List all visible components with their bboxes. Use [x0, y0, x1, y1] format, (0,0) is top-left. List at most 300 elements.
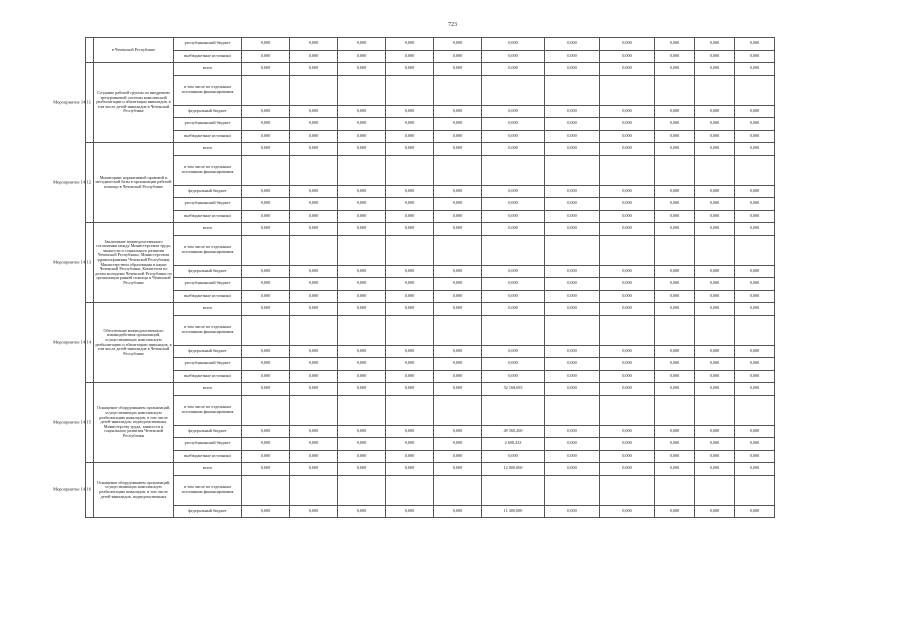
- table-row: [86, 118, 775, 131]
- amount-cell: 0,000: [545, 223, 600, 236]
- amount-cell: 0,000: [600, 505, 655, 518]
- amount-cell: [386, 395, 434, 425]
- measure-description: Обеспечение межведомственного взаимодействия организаций, осуществляющих комплексную реабилитацию и абилитацию инвалидов, в том числе детей-инвалидов в Чеченской Республике: [94, 303, 174, 383]
- funding-source: всего: [174, 463, 242, 476]
- amount-cell: 0,000: [290, 198, 338, 211]
- amount-cell: 0,000: [482, 290, 545, 303]
- amount-cell: [545, 395, 600, 425]
- amount-cell: 0,000: [695, 463, 735, 476]
- amount-cell: 0,000: [545, 383, 600, 396]
- amount-cell: 0,000: [338, 383, 386, 396]
- table-row: [86, 143, 775, 156]
- amount-cell: 0,000: [735, 345, 775, 358]
- amount-cell: 0,000: [600, 450, 655, 463]
- amount-cell: 0,000: [735, 223, 775, 236]
- amount-cell: 0,000: [242, 210, 290, 223]
- amount-cell: [242, 75, 290, 105]
- amount-cell: 0,000: [655, 223, 695, 236]
- amount-cell: 0,000: [735, 450, 775, 463]
- amount-cell: 0,000: [386, 143, 434, 156]
- amount-cell: 0,000: [695, 130, 735, 143]
- funding-source: внебюджетные источники: [174, 50, 242, 63]
- amount-cell: 0,000: [290, 438, 338, 451]
- amount-cell: 0,000: [338, 425, 386, 438]
- measure-description: Создание рабочей группы по внедрению трехуровневой системы комплексной реабилитации и абилитации инвалидов, в том числе детей-инвалидов в Чеченской Республике: [94, 63, 174, 143]
- amount-cell: 0,000: [545, 38, 600, 51]
- amount-cell: 0,000: [290, 105, 338, 118]
- amount-cell: 0,000: [290, 463, 338, 476]
- amount-cell: 0,000: [600, 143, 655, 156]
- amount-cell: 0,000: [600, 50, 655, 63]
- amount-cell: 0,000: [655, 50, 695, 63]
- amount-cell: 0,000: [655, 210, 695, 223]
- amount-cell: [434, 235, 482, 265]
- amount-cell: 0,000: [545, 358, 600, 371]
- amount-cell: 0,000: [735, 438, 775, 451]
- amount-cell: 0,000: [695, 450, 735, 463]
- amount-cell: [338, 235, 386, 265]
- measure-label-text: Мероприятие 14.12: [53, 179, 91, 185]
- table-row: [86, 185, 775, 198]
- amount-cell: 0,000: [695, 383, 735, 396]
- funding-source: всего: [174, 63, 242, 76]
- amount-cell: 0,000: [386, 450, 434, 463]
- amount-cell: 0,000: [600, 425, 655, 438]
- amount-cell: 0,000: [242, 278, 290, 291]
- amount-cell: 0,000: [338, 345, 386, 358]
- funding-source: внебюджетные источники: [174, 290, 242, 303]
- amount-cell: 0,000: [655, 265, 695, 278]
- amount-cell: 0,000: [338, 505, 386, 518]
- amount-cell: 0,000: [735, 265, 775, 278]
- amount-cell: 0,000: [545, 63, 600, 76]
- amount-cell: 0,000: [386, 463, 434, 476]
- amount-cell: 0,000: [290, 130, 338, 143]
- amount-cell: 0,000: [695, 278, 735, 291]
- amount-cell: 0,000: [655, 383, 695, 396]
- measure-label: [53, 223, 94, 303]
- amount-cell: 0,000: [735, 290, 775, 303]
- amount-cell: [434, 155, 482, 185]
- amount-cell: 0,000: [695, 105, 735, 118]
- measure-label: [53, 63, 94, 143]
- amount-cell: 0,000: [434, 130, 482, 143]
- amount-cell: 0,000: [735, 210, 775, 223]
- amount-cell: 0,000: [545, 50, 600, 63]
- amount-cell: 0,000: [242, 438, 290, 451]
- amount-cell: 0,000: [545, 370, 600, 383]
- amount-cell: 0,000: [545, 450, 600, 463]
- amount-cell: 0,000: [434, 450, 482, 463]
- funding-source: федеральный бюджет: [174, 345, 242, 358]
- amount-cell: [482, 235, 545, 265]
- amount-cell: 0,000: [242, 505, 290, 518]
- amount-cell: [482, 315, 545, 345]
- amount-cell: 0,000: [482, 118, 545, 131]
- amount-cell: [545, 75, 600, 105]
- amount-cell: 0,000: [735, 38, 775, 51]
- amount-cell: 0,000: [735, 463, 775, 476]
- amount-cell: 0,000: [386, 265, 434, 278]
- amount-cell: 0,000: [600, 370, 655, 383]
- amount-cell: 0,000: [386, 210, 434, 223]
- amount-cell: 0,000: [434, 185, 482, 198]
- measure-label-text: Мероприятие 14.14: [53, 339, 91, 345]
- amount-cell: 0,000: [338, 290, 386, 303]
- amount-cell: [386, 155, 434, 185]
- amount-cell: 0,000: [695, 198, 735, 211]
- amount-cell: [290, 155, 338, 185]
- amount-cell: [655, 75, 695, 105]
- funding-source: федеральный бюджет: [174, 265, 242, 278]
- amount-cell: 0,000: [545, 130, 600, 143]
- table-row: [86, 450, 775, 463]
- table-row: [86, 438, 775, 451]
- amount-cell: 0,000: [695, 290, 735, 303]
- amount-cell: 0,000: [655, 358, 695, 371]
- amount-cell: 0,000: [338, 185, 386, 198]
- amount-cell: [338, 395, 386, 425]
- amount-cell: 0,000: [386, 438, 434, 451]
- amount-cell: 0,000: [655, 370, 695, 383]
- funding-source: в том числе по отдельным источникам финансирования: [174, 395, 242, 425]
- amount-cell: 0,000: [290, 278, 338, 291]
- amount-cell: 0,000: [545, 345, 600, 358]
- table-row: [86, 235, 775, 265]
- amount-cell: 0,000: [482, 63, 545, 76]
- amount-cell: 0,000: [338, 278, 386, 291]
- amount-cell: 0,000: [338, 50, 386, 63]
- amount-cell: [600, 395, 655, 425]
- amount-cell: [655, 155, 695, 185]
- amount-cell: 0,000: [338, 143, 386, 156]
- amount-cell: [290, 235, 338, 265]
- table-row: [86, 383, 775, 396]
- amount-cell: 0,000: [655, 185, 695, 198]
- amount-cell: [386, 475, 434, 505]
- amount-cell: 0,000: [655, 303, 695, 316]
- measure-label: [53, 383, 94, 463]
- amount-cell: [242, 235, 290, 265]
- amount-cell: 0,000: [735, 50, 775, 63]
- amount-cell: 2 608,433: [482, 438, 545, 451]
- amount-cell: 0,000: [695, 370, 735, 383]
- amount-cell: 0,000: [695, 438, 735, 451]
- amount-cell: 0,000: [482, 38, 545, 51]
- amount-cell: 0,000: [434, 425, 482, 438]
- funding-source: в том числе по отдельным источникам финансирования: [174, 75, 242, 105]
- amount-cell: 0,000: [482, 143, 545, 156]
- funding-source: всего: [174, 303, 242, 316]
- amount-cell: [695, 235, 735, 265]
- amount-cell: 0,000: [600, 463, 655, 476]
- amount-cell: 0,000: [735, 303, 775, 316]
- table-row: [86, 38, 775, 51]
- amount-cell: 0,000: [434, 198, 482, 211]
- funding-source: республиканский бюджет: [174, 38, 242, 51]
- amount-cell: 0,000: [434, 358, 482, 371]
- amount-cell: 0,000: [434, 210, 482, 223]
- measure-description: Мониторинг нормативной правовой и методической базы в организации рабочей помощи в Чеченской Республике: [94, 143, 174, 223]
- measure-label-text: Мероприятие 14.16: [53, 486, 91, 492]
- amount-cell: [600, 155, 655, 185]
- page-number: 723: [448, 22, 457, 28]
- amount-cell: 0,000: [338, 358, 386, 371]
- table-row: [86, 198, 775, 211]
- table-row: [86, 370, 775, 383]
- amount-cell: 0,000: [386, 370, 434, 383]
- funding-source: внебюджетные источники: [174, 450, 242, 463]
- amount-cell: 0,000: [434, 50, 482, 63]
- amount-cell: 0,000: [600, 130, 655, 143]
- amount-cell: 0,000: [600, 105, 655, 118]
- funding-source: всего: [174, 383, 242, 396]
- amount-cell: [545, 235, 600, 265]
- table-row: [86, 425, 775, 438]
- amount-cell: 0,000: [338, 38, 386, 51]
- amount-cell: [242, 155, 290, 185]
- amount-cell: 0,000: [386, 290, 434, 303]
- amount-cell: 0,000: [338, 223, 386, 236]
- amount-cell: 0,000: [600, 210, 655, 223]
- table-row: [86, 223, 775, 236]
- funding-source: республиканский бюджет: [174, 118, 242, 131]
- amount-cell: 0,000: [434, 63, 482, 76]
- financing-table: [53, 37, 775, 518]
- amount-cell: 0,000: [338, 118, 386, 131]
- amount-cell: 0,000: [600, 265, 655, 278]
- funding-source: всего: [174, 223, 242, 236]
- amount-cell: [655, 235, 695, 265]
- amount-cell: 0,000: [545, 118, 600, 131]
- amount-cell: [655, 475, 695, 505]
- amount-cell: 0,000: [386, 105, 434, 118]
- amount-cell: 0,000: [545, 425, 600, 438]
- funding-source: республиканский бюджет: [174, 358, 242, 371]
- amount-cell: 0,000: [482, 303, 545, 316]
- amount-cell: 0,000: [735, 278, 775, 291]
- amount-cell: [338, 155, 386, 185]
- amount-cell: 0,000: [242, 130, 290, 143]
- amount-cell: 0,000: [482, 130, 545, 143]
- amount-cell: [434, 75, 482, 105]
- amount-cell: 0,000: [338, 450, 386, 463]
- funding-source: федеральный бюджет: [174, 105, 242, 118]
- amount-cell: 0,000: [290, 425, 338, 438]
- amount-cell: [735, 75, 775, 105]
- amount-cell: 0,000: [242, 63, 290, 76]
- amount-cell: 0,000: [386, 50, 434, 63]
- amount-cell: 0,000: [434, 438, 482, 451]
- amount-cell: 0,000: [655, 198, 695, 211]
- amount-cell: [434, 315, 482, 345]
- amount-cell: 0,000: [242, 383, 290, 396]
- amount-cell: [386, 75, 434, 105]
- amount-cell: 0,000: [290, 223, 338, 236]
- amount-cell: 0,000: [735, 370, 775, 383]
- table-row: [86, 130, 775, 143]
- amount-cell: 0,000: [482, 450, 545, 463]
- amount-cell: 0,000: [290, 50, 338, 63]
- funding-source: республиканский бюджет: [174, 278, 242, 291]
- amount-cell: 0,000: [655, 290, 695, 303]
- amount-cell: 0,000: [655, 463, 695, 476]
- amount-cell: 0,000: [434, 38, 482, 51]
- amount-cell: 0,000: [600, 63, 655, 76]
- funding-source: в том числе по отдельным источникам финансирования: [174, 475, 242, 505]
- amount-cell: 0,000: [655, 425, 695, 438]
- amount-cell: [482, 155, 545, 185]
- amount-cell: 0,000: [242, 198, 290, 211]
- amount-cell: 0,000: [735, 185, 775, 198]
- table-row: [86, 278, 775, 291]
- amount-cell: 0,000: [290, 63, 338, 76]
- amount-cell: [600, 75, 655, 105]
- amount-cell: 0,000: [735, 105, 775, 118]
- amount-cell: 0,000: [545, 210, 600, 223]
- funding-source: в том числе по отдельным источникам финансирования: [174, 155, 242, 185]
- amount-cell: [290, 315, 338, 345]
- funding-source: республиканский бюджет: [174, 198, 242, 211]
- amount-cell: 0,000: [735, 383, 775, 396]
- amount-cell: 0,000: [386, 130, 434, 143]
- amount-cell: 0,000: [482, 358, 545, 371]
- amount-cell: [482, 395, 545, 425]
- amount-cell: 0,000: [290, 358, 338, 371]
- funding-source: внебюджетные источники: [174, 370, 242, 383]
- amount-cell: [695, 315, 735, 345]
- amount-cell: 0,000: [290, 450, 338, 463]
- funding-source: федеральный бюджет: [174, 425, 242, 438]
- amount-cell: 0,000: [655, 278, 695, 291]
- amount-cell: 0,000: [386, 223, 434, 236]
- amount-cell: 0,000: [290, 505, 338, 518]
- amount-cell: 0,000: [242, 425, 290, 438]
- amount-cell: 0,000: [600, 223, 655, 236]
- amount-cell: 0,000: [695, 303, 735, 316]
- amount-cell: 0,000: [735, 143, 775, 156]
- measure-label: [53, 143, 94, 223]
- table-row: [86, 210, 775, 223]
- funding-source: республиканский бюджет: [174, 438, 242, 451]
- amount-cell: 0,000: [655, 505, 695, 518]
- funding-source: федеральный бюджет: [174, 505, 242, 518]
- amount-cell: [338, 315, 386, 345]
- amount-cell: 52 168,693: [482, 383, 545, 396]
- amount-cell: [695, 75, 735, 105]
- amount-cell: 0,000: [434, 383, 482, 396]
- amount-cell: [338, 475, 386, 505]
- amount-cell: 0,000: [290, 210, 338, 223]
- amount-cell: 0,000: [735, 130, 775, 143]
- amount-cell: 0,000: [242, 143, 290, 156]
- amount-cell: 49 560,260: [482, 425, 545, 438]
- amount-cell: [242, 395, 290, 425]
- amount-cell: [482, 475, 545, 505]
- amount-cell: 0,000: [242, 185, 290, 198]
- amount-cell: 0,000: [695, 63, 735, 76]
- amount-cell: 0,000: [695, 143, 735, 156]
- amount-cell: 0,000: [386, 303, 434, 316]
- table-row: [86, 63, 775, 76]
- amount-cell: 0,000: [290, 38, 338, 51]
- amount-cell: 0,000: [695, 358, 735, 371]
- amount-cell: [600, 475, 655, 505]
- amount-cell: [290, 395, 338, 425]
- amount-cell: 0,000: [386, 358, 434, 371]
- amount-cell: 0,000: [600, 345, 655, 358]
- table-row: [86, 315, 775, 345]
- table-row: [86, 358, 775, 371]
- amount-cell: [655, 395, 695, 425]
- table-row: [86, 345, 775, 358]
- amount-cell: 0,000: [545, 290, 600, 303]
- amount-cell: [434, 395, 482, 425]
- amount-cell: 0,000: [545, 463, 600, 476]
- amount-cell: 0,000: [482, 370, 545, 383]
- amount-cell: 0,000: [338, 303, 386, 316]
- amount-cell: [600, 315, 655, 345]
- amount-cell: 0,000: [655, 450, 695, 463]
- funding-source: всего: [174, 143, 242, 156]
- amount-cell: 0,000: [242, 370, 290, 383]
- amount-cell: 0,000: [434, 345, 482, 358]
- amount-cell: 0,000: [482, 210, 545, 223]
- amount-cell: 0,000: [482, 223, 545, 236]
- table-row: [86, 475, 775, 505]
- amount-cell: 0,000: [242, 105, 290, 118]
- amount-cell: 0,000: [545, 505, 600, 518]
- amount-cell: 0,000: [482, 278, 545, 291]
- amount-cell: 0,000: [290, 370, 338, 383]
- amount-cell: 0,000: [386, 425, 434, 438]
- amount-cell: [242, 315, 290, 345]
- amount-cell: 0,000: [695, 223, 735, 236]
- table-row: [86, 290, 775, 303]
- amount-cell: 0,000: [338, 130, 386, 143]
- amount-cell: [655, 315, 695, 345]
- amount-cell: 0,000: [655, 105, 695, 118]
- amount-cell: 0,000: [482, 185, 545, 198]
- amount-cell: 0,000: [290, 290, 338, 303]
- amount-cell: 0,000: [338, 63, 386, 76]
- amount-cell: 0,000: [695, 505, 735, 518]
- amount-cell: 0,000: [695, 345, 735, 358]
- amount-cell: 0,000: [338, 198, 386, 211]
- amount-cell: [338, 75, 386, 105]
- amount-cell: 0,000: [290, 118, 338, 131]
- amount-cell: 0,000: [434, 303, 482, 316]
- amount-cell: [290, 75, 338, 105]
- amount-cell: 0,000: [434, 265, 482, 278]
- amount-cell: 0,000: [386, 345, 434, 358]
- amount-cell: 0,000: [695, 50, 735, 63]
- table-row: [86, 75, 775, 105]
- amount-cell: 0,000: [482, 265, 545, 278]
- amount-cell: [482, 75, 545, 105]
- amount-cell: 0,000: [434, 370, 482, 383]
- amount-cell: [545, 475, 600, 505]
- table-row: [86, 50, 775, 63]
- amount-cell: 0,000: [482, 105, 545, 118]
- amount-cell: 0,000: [695, 118, 735, 131]
- amount-cell: [735, 235, 775, 265]
- amount-cell: 0,000: [338, 370, 386, 383]
- amount-cell: 0,000: [338, 105, 386, 118]
- amount-cell: 0,000: [242, 223, 290, 236]
- amount-cell: 0,000: [600, 358, 655, 371]
- amount-cell: [386, 315, 434, 345]
